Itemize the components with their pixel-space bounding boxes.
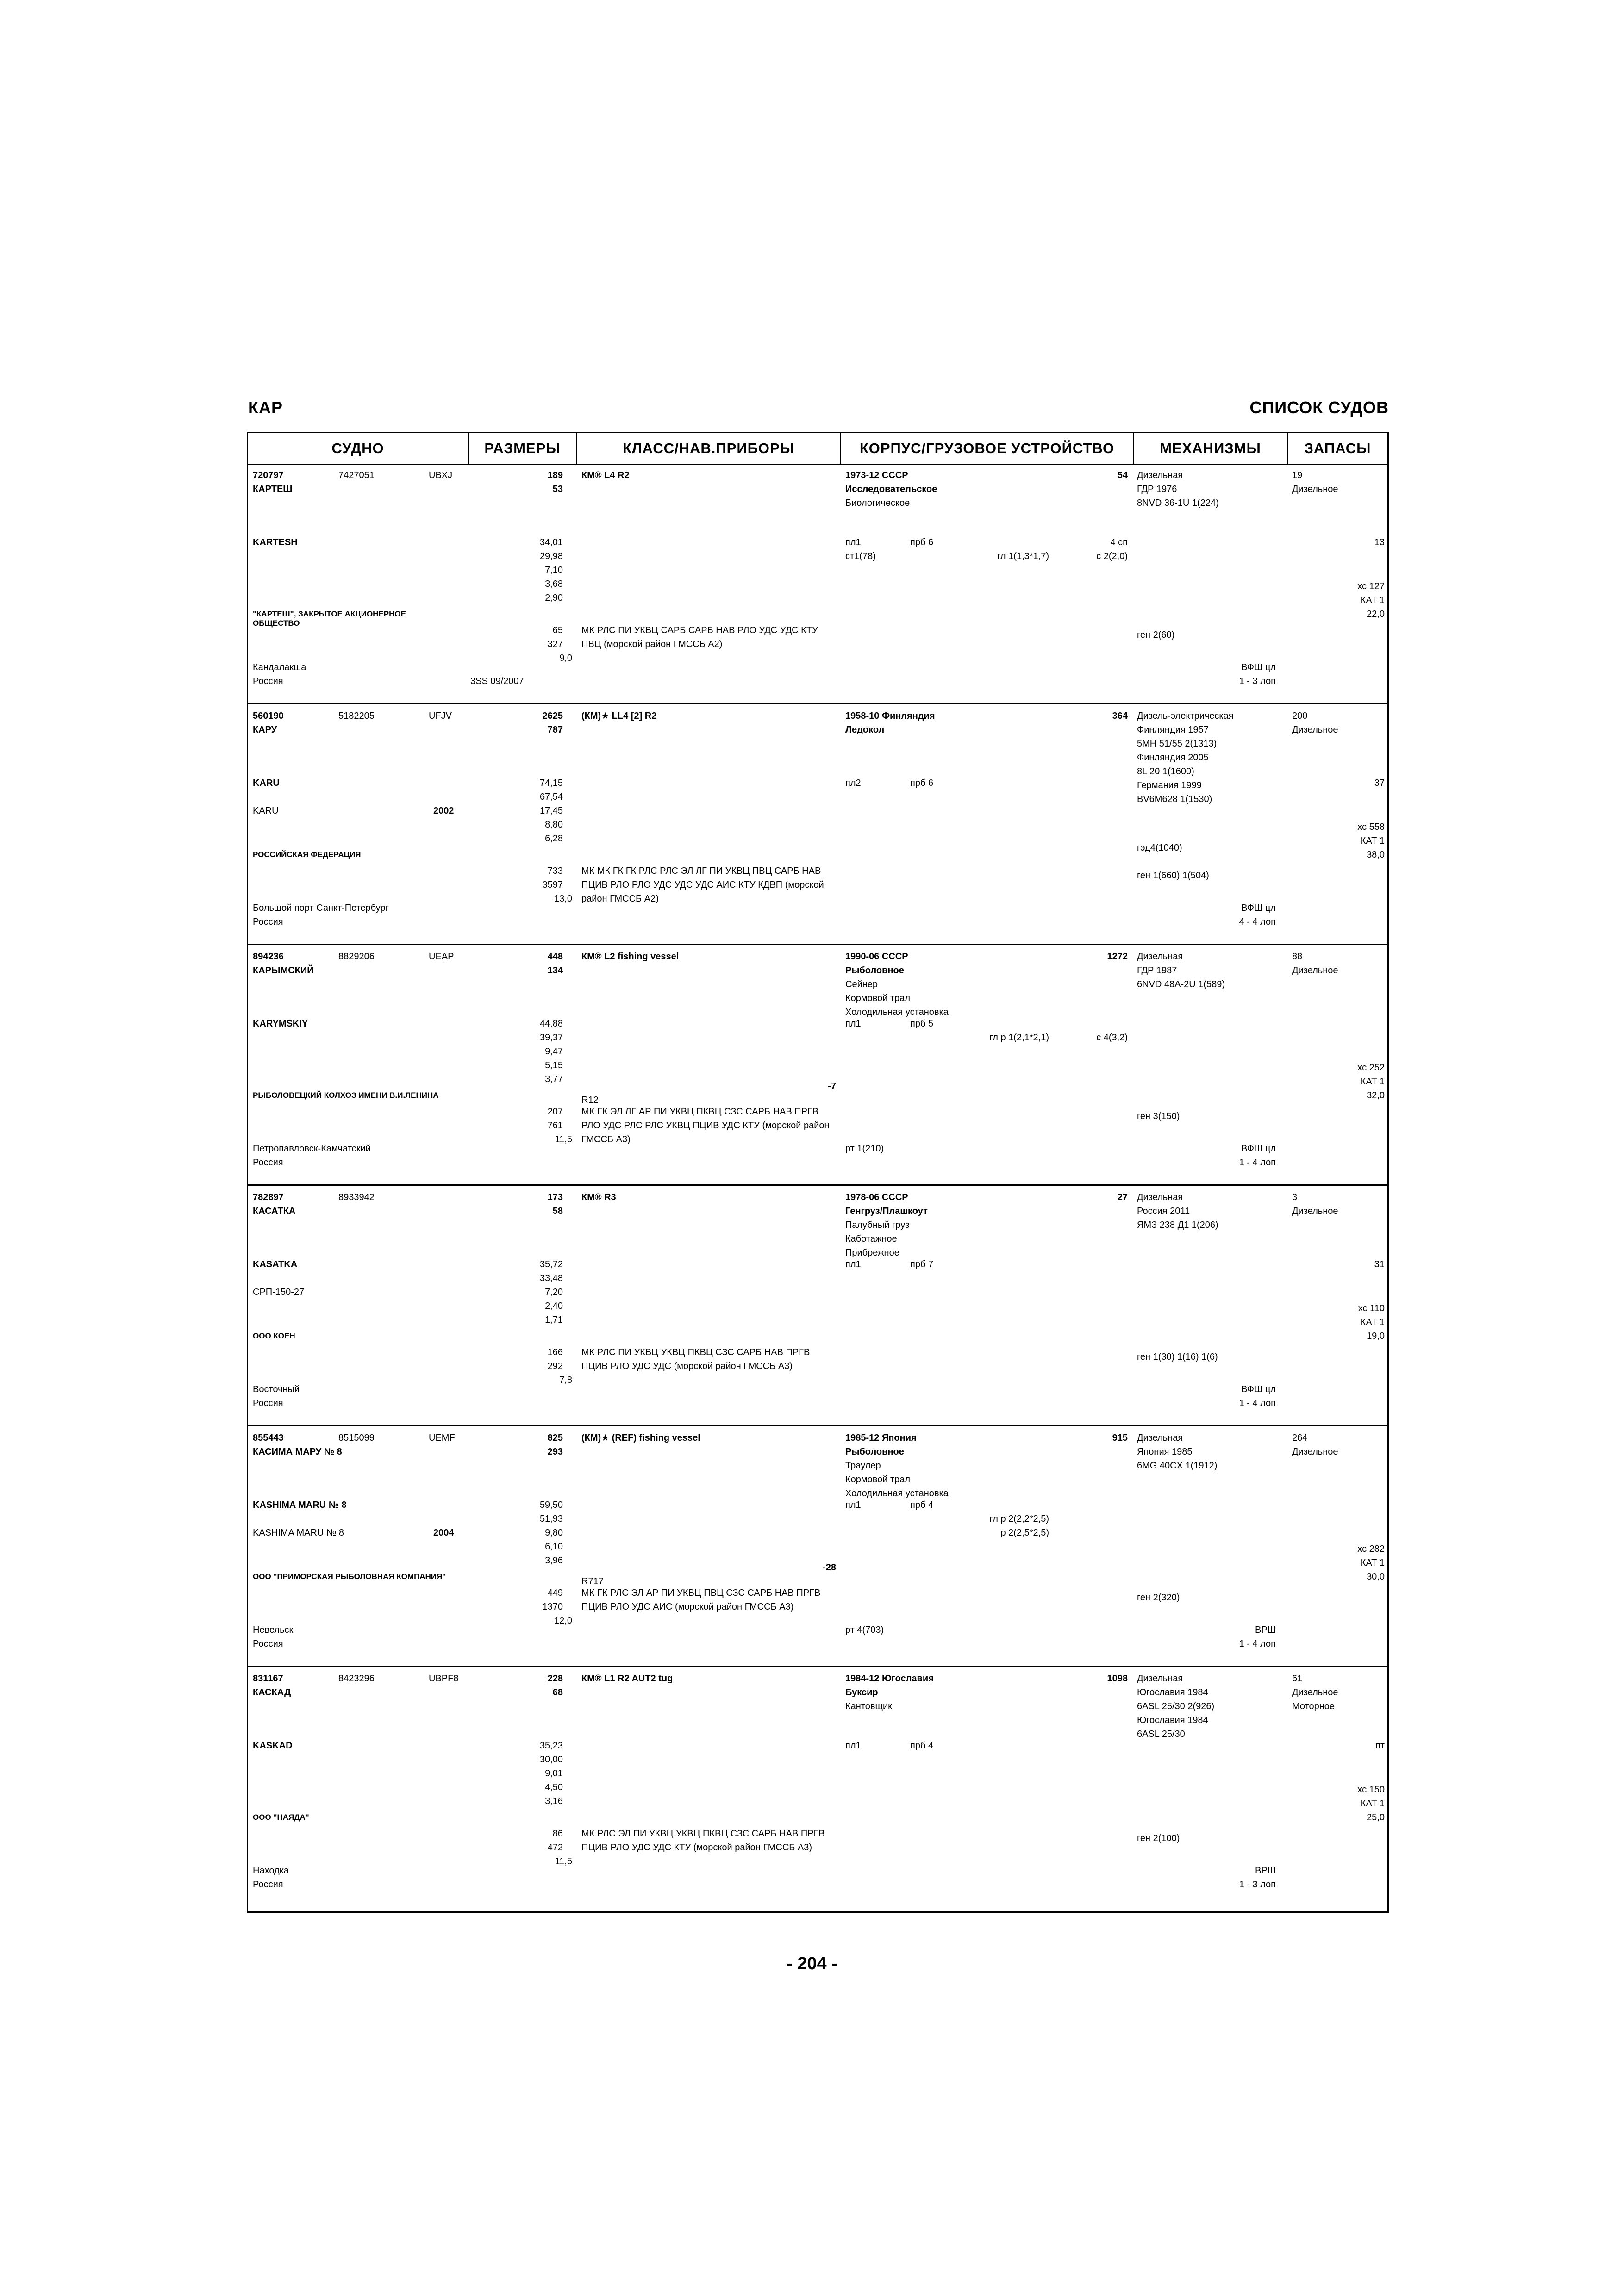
build-date: 1984-12 Югославия: [845, 1674, 934, 1684]
dimension-value: 1,71: [545, 1315, 563, 1325]
deadweight-value: 9,0: [559, 653, 572, 663]
engine-line: Дизельная: [1137, 470, 1183, 480]
net-tonnage: 53: [552, 484, 563, 494]
hatch-info: гл р 1(2,1*2,1): [989, 1033, 1049, 1043]
hull-number: 1098: [1107, 1674, 1128, 1684]
imo-number: 8515099: [338, 1433, 375, 1443]
stores-value: 3: [1292, 1192, 1298, 1202]
column-vessel: СУДНО: [331, 440, 384, 456]
class-extra: R12: [581, 1095, 599, 1105]
dimension-value: 2,90: [545, 593, 563, 603]
deck-info: пл2: [845, 778, 861, 788]
stores-value: Дизельное: [1292, 1447, 1338, 1457]
home-port: Невельск: [253, 1625, 294, 1635]
ship-type: Исследовательское: [845, 484, 937, 494]
crane-info: с 4(3,2): [1096, 1033, 1128, 1043]
stores-reserve: 19,0: [1367, 1331, 1385, 1341]
stores-reserve: хс 127: [1357, 581, 1385, 591]
former-year: 2002: [433, 806, 454, 816]
stores-value: 264: [1292, 1433, 1308, 1443]
deadweight-value: 449: [547, 1588, 563, 1598]
stores-reserve: хс 282: [1357, 1544, 1385, 1554]
flag-state: Россия: [253, 1639, 283, 1649]
ship-record: [248, 704, 1387, 945]
ship-type: Холодильная установка: [845, 1488, 949, 1499]
propeller-count: 1 - 4 лоп: [1239, 1639, 1276, 1649]
engine-line: Дизельная: [1137, 1674, 1183, 1684]
dimension-value: 30,00: [539, 1755, 563, 1765]
crane-info: с 2(2,0): [1096, 551, 1128, 561]
ship-type: Палубный груз: [845, 1220, 910, 1230]
ship-type: Буксир: [845, 1687, 878, 1698]
stores-reserve: 32,0: [1367, 1090, 1385, 1101]
stores-value: 88: [1292, 952, 1303, 962]
stores-reserve: 22,0: [1367, 609, 1385, 619]
imo-number: 7427051: [338, 470, 375, 480]
hatch-info: р 2(2,5*2,5): [1000, 1528, 1049, 1538]
net-tonnage: 787: [547, 725, 563, 735]
note-left: СРП-150-27: [253, 1287, 305, 1297]
engine-line: Финляндия 2005: [1137, 753, 1209, 763]
deadweight-value: 472: [547, 1842, 563, 1853]
section-header: КАР: [248, 398, 283, 417]
flag-state: Россия: [253, 1157, 283, 1168]
ice-mark: -7: [828, 1081, 836, 1091]
engine-line: ГДР 1987: [1137, 965, 1177, 976]
stores-mid: 13: [1374, 537, 1385, 548]
home-port: Петропавловск-Камчатский: [253, 1144, 371, 1154]
dimension-value: 4,50: [545, 1782, 563, 1792]
dimension-value: 6,28: [545, 834, 563, 844]
ship-type: Траулер: [845, 1461, 881, 1471]
dimension-value: 7,20: [545, 1287, 563, 1297]
deadweight-value: 292: [547, 1361, 563, 1371]
class-extra: R717: [581, 1576, 604, 1587]
dimension-value: 35,23: [539, 1741, 563, 1751]
dimension-value: 34,01: [539, 537, 563, 548]
dimension-value: 3,96: [545, 1556, 563, 1566]
dimension-value: 33,48: [539, 1273, 563, 1283]
ice-mark: -28: [823, 1562, 836, 1573]
propeller-type: ВРШ: [1255, 1625, 1276, 1635]
stores-value: Дизельное: [1292, 965, 1338, 976]
reg-number: 720797: [253, 470, 284, 480]
ship-record: [248, 1186, 1387, 1426]
deadweight-value: 12,0: [554, 1616, 572, 1626]
nav-equipment: МК ГК РЛС ЭЛ АР ПИ УКВЦ ПВЦ СЗС САРБ НАВ ПРГВ ПЦИВ РЛО УДС АИС (морской район ГМССБ A3): [581, 1588, 821, 1612]
home-port: Находка: [253, 1866, 289, 1876]
imo-number: 8933942: [338, 1192, 375, 1202]
ship-type: Сейнер: [845, 979, 878, 989]
nav-equipment: МК МК ГК ГК РЛС РЛС ЭЛ ЛГ ПИ УКВЦ ПВЦ САРБ НАВ ПЦИВ РЛО РЛО УДС УДС УДС АИС КТУ КДВП (морской район ГМССБ A2): [581, 866, 824, 904]
ship-name-latin: KARU: [253, 778, 280, 788]
ship-register-table: [247, 432, 1389, 1913]
owner: РОССИЙСКАЯ ФЕДЕРАЦИЯ: [253, 850, 361, 859]
former-year: 2004: [433, 1528, 454, 1538]
engine-line: Дизельная: [1137, 1192, 1183, 1202]
reg-number: 855443: [253, 1433, 284, 1443]
stores-value: 200: [1292, 711, 1308, 721]
stores-reserve: КАТ 1: [1360, 1798, 1385, 1809]
ship-name: КАРТЕШ: [253, 484, 293, 494]
stores-mid: 37: [1374, 778, 1385, 788]
engine-line: 6NVD 48A-2U 1(589): [1137, 979, 1225, 989]
nav-equipment: МК РЛС ПИ УКВЦ САРБ САРБ НАВ РЛО УДС УДС КТУ ПВЦ (морской район ГМССБ A2): [581, 625, 818, 649]
column-engines: МЕХАНИЗМЫ: [1160, 440, 1261, 456]
column-stores: ЗАПАСЫ: [1304, 440, 1371, 456]
deadweight-value: 11,5: [555, 1856, 572, 1867]
propeller-count: 1 - 4 лоп: [1239, 1157, 1276, 1168]
ship-name-latin: KARYMSKIY: [253, 1019, 308, 1029]
stores-mid: 31: [1374, 1259, 1385, 1269]
deck-info: пл1: [845, 1741, 861, 1751]
generators: ген 1(30) 1(16) 1(6): [1137, 1352, 1218, 1362]
propeller-type: ВФШ цл: [1241, 1384, 1276, 1394]
former-name: KARU: [253, 806, 279, 816]
generators: ген 2(100): [1137, 1833, 1180, 1843]
ship-name: КАРУ: [253, 725, 277, 735]
dimension-value: 67,54: [539, 792, 563, 802]
class-notation: (КМ)★ (REF) fishing vessel: [581, 1433, 700, 1443]
engine-line: Дизельная: [1137, 1433, 1183, 1443]
stores-reserve: КАТ 1: [1360, 1076, 1385, 1087]
engine-line: Финляндия 1957: [1137, 725, 1209, 735]
stores-value: Дизельное: [1292, 725, 1338, 735]
hatch-info: прб 5: [910, 1019, 934, 1029]
hull-number: 364: [1112, 711, 1128, 721]
dimension-value: 59,50: [539, 1500, 563, 1510]
propeller-count: 1 - 4 лоп: [1239, 1398, 1276, 1408]
engine-line: Япония 1985: [1137, 1447, 1193, 1457]
class-notation: (КМ)★ LL4 [2] R2: [581, 711, 657, 721]
stores-value: Дизельное: [1292, 1687, 1338, 1698]
dimension-value: 3,68: [545, 579, 563, 589]
dimension-value: 9,01: [545, 1768, 563, 1779]
stores-value: 19: [1292, 470, 1303, 480]
engine-line: 6MG 40CX 1(1912): [1137, 1461, 1218, 1471]
propeller-type: ВФШ цл: [1241, 662, 1276, 672]
ship-name-latin: KASHIMA MARU № 8: [253, 1500, 347, 1510]
call-sign: UEMF: [429, 1433, 455, 1443]
deadweight-value: 13,0: [554, 894, 572, 904]
column-hull: КОРПУС/ГРУЗОВОЕ УСТРОЙСТВО: [859, 440, 1115, 456]
stores-reserve: КАТ 1: [1360, 1558, 1385, 1568]
propeller-count: 4 - 4 лоп: [1239, 917, 1276, 927]
stores-value: Дизельное: [1292, 484, 1338, 494]
stores-value: Моторное: [1292, 1701, 1335, 1711]
dimension-value: 2,40: [545, 1301, 563, 1311]
stores-value: Дизельное: [1292, 1206, 1338, 1216]
deadweight-value: 327: [547, 639, 563, 649]
dimension-value: 6,10: [545, 1542, 563, 1552]
hull-bottom: рт 4(703): [845, 1625, 884, 1635]
gross-tonnage: 448: [547, 952, 563, 962]
generators: ген 2(60): [1137, 630, 1175, 640]
dimension-value: 7,10: [545, 565, 563, 575]
stores-reserve: 38,0: [1367, 850, 1385, 860]
flag-state: Россия: [253, 1398, 283, 1408]
generators: ген 2(320): [1137, 1593, 1180, 1603]
dimension-value: 5,15: [545, 1060, 563, 1070]
build-date: 1973-12 СССР: [845, 470, 908, 480]
hatch-info: прб 6: [910, 537, 934, 548]
stores-reserve: хс 252: [1357, 1063, 1385, 1073]
imo-number: 5182205: [338, 711, 375, 721]
dimension-value: 29,98: [539, 551, 563, 561]
class-notation: КМ® L2 fishing vessel: [581, 952, 679, 962]
ship-name-latin: KASATKA: [253, 1259, 298, 1269]
former-name: KASHIMA MARU № 8: [253, 1528, 344, 1538]
ship-name-latin: KARTESH: [253, 537, 298, 548]
gross-tonnage: 228: [547, 1674, 563, 1684]
column-headers: [248, 433, 1387, 465]
stores-reserve: КАТ 1: [1360, 836, 1385, 846]
dimension-value: 3,16: [545, 1796, 563, 1806]
column-class: КЛАСС/НАВ.ПРИБОРЫ: [622, 440, 795, 456]
engine-line: 8NVD 36-1U 1(224): [1137, 498, 1219, 508]
deck-info: пл1: [845, 1259, 861, 1269]
ship-type: Генгруз/Плашкоут: [845, 1206, 928, 1216]
owner: ООО "ПРИМОРСКАЯ РЫБОЛОВНАЯ КОМПАНИЯ": [253, 1572, 446, 1581]
nav-equipment: МК РЛС ЭЛ ПИ УКВЦ УКВЦ ПКВЦ СЗС САРБ НАВ ПРГВ ПЦИВ РЛО УДС УДС КТУ (морской район ГМССБ A3): [581, 1829, 825, 1853]
class-notation: КМ® R3: [581, 1192, 616, 1202]
deck-info: пл1: [845, 1500, 861, 1510]
stores-reserve: КАТ 1: [1360, 595, 1385, 605]
propeller-count: 1 - 3 лоп: [1239, 676, 1276, 686]
home-port: Восточный: [253, 1384, 300, 1394]
dimension-value: 9,80: [545, 1528, 563, 1538]
deadweight-value: 1370: [542, 1602, 563, 1612]
propeller-count: 1 - 3 лоп: [1239, 1879, 1276, 1890]
ship-type: Прибрежное: [845, 1248, 899, 1258]
class-notation: КМ® L4 R2: [581, 470, 630, 480]
flag-state: Россия: [253, 676, 283, 686]
hatch-info: прб 4: [910, 1500, 934, 1510]
deadweight-value: 761: [547, 1120, 563, 1131]
generators: ген 3(150): [1137, 1111, 1180, 1121]
deck-info: ст1(78): [845, 551, 876, 561]
deadweight-value: 86: [552, 1829, 563, 1839]
engine-line: Дизельная: [1137, 952, 1183, 962]
hull-number: 915: [1112, 1433, 1128, 1443]
dimension-value: 51,93: [539, 1514, 563, 1524]
stores-reserve: 25,0: [1367, 1812, 1385, 1823]
build-date: 1978-06 СССР: [845, 1192, 908, 1202]
stores-value: 61: [1292, 1674, 1303, 1684]
deadweight-value: 3597: [542, 880, 563, 890]
deadweight-value: 733: [547, 866, 563, 876]
deadweight-value: 7,8: [559, 1375, 572, 1385]
survey: 3SS 09/2007: [470, 676, 524, 686]
ship-record: [248, 1426, 1387, 1667]
reg-number: 831167: [253, 1674, 283, 1684]
build-date: 1990-06 СССР: [845, 952, 908, 962]
imo-number: 8423296: [338, 1674, 375, 1684]
deadweight-value: 11,5: [555, 1134, 572, 1145]
stores-reserve: хс 110: [1358, 1303, 1385, 1313]
engine-line: BV6M628 1(1530): [1137, 794, 1212, 804]
dimension-value: 8,80: [545, 820, 563, 830]
gross-tonnage: 2625: [542, 711, 563, 721]
dimension-value: 39,37: [539, 1033, 563, 1043]
owner: ООО "НАЯДА": [253, 1813, 309, 1822]
gross-tonnage: 825: [547, 1433, 563, 1443]
reg-number: 894236: [253, 952, 284, 962]
gross-tonnage: 189: [547, 470, 563, 480]
ship-name: КАСАТКА: [253, 1206, 296, 1216]
dimension-value: 3,77: [545, 1074, 563, 1084]
hull-number: 1272: [1107, 952, 1128, 962]
build-date: 1985-12 Япония: [845, 1433, 917, 1443]
engine-extra: гэд4(1040): [1137, 843, 1182, 853]
deck-info: пл1: [845, 1019, 861, 1029]
owner: ООО КОЕН: [253, 1332, 295, 1340]
ship-record: [248, 945, 1387, 1186]
propeller-type: ВФШ цл: [1241, 1144, 1276, 1154]
ship-type: Кормовой трал: [845, 993, 911, 1003]
owner: "КАРТЕШ", ЗАКРЫТОЕ АКЦИОНЕРНОЕ ОБЩЕСТВО: [253, 610, 406, 628]
ship-name: КАРЫМСКИЙ: [253, 965, 314, 976]
ship-name-latin: KASKAD: [253, 1741, 293, 1751]
stores-reserve: 30,0: [1367, 1572, 1385, 1582]
ship-record: [248, 1667, 1387, 1913]
hatch-info: прб 7: [910, 1259, 934, 1269]
dimension-value: 9,47: [545, 1046, 563, 1057]
stores-reserve: хс 150: [1357, 1785, 1385, 1795]
gross-tonnage: 173: [547, 1192, 563, 1202]
ship-type: Каботажное: [845, 1234, 897, 1244]
engine-line: ГДР 1976: [1137, 484, 1177, 494]
net-tonnage: 68: [552, 1687, 563, 1698]
deadweight-value: 65: [552, 625, 563, 635]
engine-line: Россия 2011: [1137, 1206, 1190, 1216]
dimension-value: 44,88: [539, 1019, 563, 1029]
ship-type: Кормовой трал: [845, 1475, 911, 1485]
propeller-type: ВРШ: [1255, 1866, 1276, 1876]
call-sign: UBXJ: [429, 470, 453, 480]
net-tonnage: 134: [547, 965, 563, 976]
flag-state: Россия: [253, 917, 283, 927]
engine-line: Югославия 1984: [1137, 1687, 1208, 1698]
hatch-info: прб 6: [910, 778, 934, 788]
engine-line: ЯМЗ 238 Д1 1(206): [1137, 1220, 1218, 1230]
engine-line: Германия 1999: [1137, 780, 1202, 790]
ship-type: Биологическое: [845, 498, 910, 508]
call-sign: UBPF8: [429, 1674, 459, 1684]
stores-mid: пт: [1375, 1741, 1385, 1751]
engine-line: 8L 20 1(1600): [1137, 766, 1194, 777]
ship-type: Рыболовное: [845, 1447, 904, 1457]
dimension-value: 74,15: [539, 778, 563, 788]
deadweight-value: 166: [547, 1347, 563, 1357]
hull-number: 54: [1117, 470, 1128, 480]
home-port: Большой порт Санкт-Петербург: [253, 903, 389, 913]
call-sign: UFJV: [429, 711, 452, 721]
hatch-info: гл 1(1,3*1,7): [997, 551, 1049, 561]
imo-number: 8829206: [338, 952, 375, 962]
class-notation: КМ® L1 R2 AUT2 tug: [581, 1674, 673, 1684]
page-number: - 204 -: [787, 1954, 837, 1973]
ship-type: Холодильная установка: [845, 1007, 949, 1017]
engine-line: 6ASL 25/30 2(926): [1137, 1701, 1215, 1711]
document-title: СПИСОК СУДОВ: [1249, 398, 1389, 417]
nav-equipment: МК ГК ЭЛ ЛГ АР ПИ УКВЦ ПКВЦ СЗС САРБ НАВ ПРГВ РЛО УДС РЛС РЛС УКВЦ ПЦИВ УДС КТУ (морской район ГМССБ A3): [581, 1107, 830, 1145]
owner: РЫБОЛОВЕЦКИЙ КОЛХОЗ ИМЕНИ В.И.ЛЕНИНА: [253, 1091, 439, 1100]
ship-name: КАСИМА МАРУ № 8: [253, 1447, 342, 1457]
hatch-info: прб 4: [910, 1741, 934, 1751]
hatch-info: гл р 2(2,2*2,5): [989, 1514, 1049, 1524]
hull-number: 27: [1117, 1192, 1128, 1202]
engine-line: 6ASL 25/30: [1137, 1729, 1185, 1739]
stores-reserve: хс 558: [1357, 822, 1385, 832]
reg-number: 782897: [253, 1192, 284, 1202]
deck-info: пл1: [845, 537, 861, 548]
build-date: 1958-10 Финляндия: [845, 711, 935, 721]
home-port: Кандалакша: [253, 662, 306, 672]
ship-type: Кантовщик: [845, 1701, 892, 1711]
column-dimensions: РАЗМЕРЫ: [484, 440, 561, 456]
engine-line: 5MH 51/55 2(1313): [1137, 739, 1217, 749]
nav-equipment: МК РЛС ПИ УКВЦ УКВЦ ПКВЦ СЗС САРБ НАВ ПРГВ ПЦИВ РЛО УДС УДС (морской район ГМССБ A3): [581, 1347, 810, 1371]
generators: ген 1(660) 1(504): [1137, 871, 1209, 881]
flag-state: Россия: [253, 1879, 283, 1890]
hull-bottom: рт 1(210): [845, 1144, 884, 1154]
deadweight-value: 207: [547, 1107, 563, 1117]
dimension-value: 17,45: [539, 806, 563, 816]
engine-line: Югославия 1984: [1137, 1715, 1208, 1725]
ship-type: Рыболовное: [845, 965, 904, 976]
stores-reserve: КАТ 1: [1360, 1317, 1385, 1327]
crane-info: 4 сп: [1110, 537, 1128, 548]
ship-name: КАСКАД: [253, 1687, 291, 1698]
net-tonnage: 293: [547, 1447, 563, 1457]
net-tonnage: 58: [552, 1206, 563, 1216]
ship-type: Ледокол: [845, 725, 885, 735]
ship-record: [248, 464, 1387, 704]
reg-number: 560190: [253, 711, 284, 721]
propeller-type: ВФШ цл: [1241, 903, 1276, 913]
call-sign: UEAP: [429, 952, 454, 962]
engine-line: Дизель-электрическая: [1137, 711, 1234, 721]
dimension-value: 35,72: [539, 1259, 563, 1269]
